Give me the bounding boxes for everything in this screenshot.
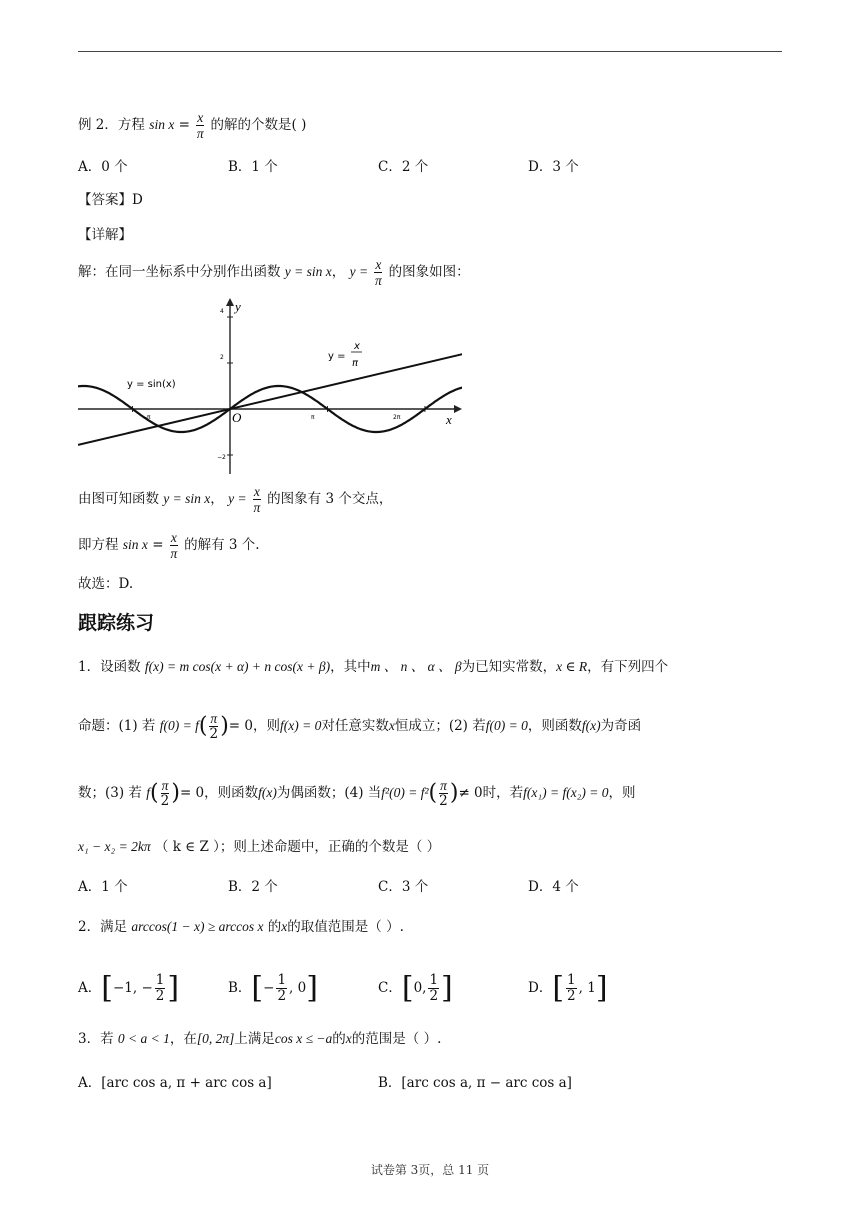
section-title: 跟踪练习	[78, 612, 155, 634]
y-tick-label: 4	[220, 308, 224, 315]
q1-option-d: D．4 个	[528, 879, 579, 895]
q1-line-3: 数；(3) 若 f( $\frac{\pi}{2}$ )= 0，则函数f(x)为偶函数；(4) 当f²(0) = f²( $\frac{\pi}{2}$ )≠ 0时，若f(x₁) = f(x₂) = 0，则	[78, 778, 636, 809]
q2-option-c: C．[0, $\frac{1}{2}$ ]	[378, 970, 453, 1006]
conclusion-line-2: 即方程 sin x = $\frac{x}{\pi}$ 的解有 3 个.	[78, 530, 260, 561]
answer-line: 【答案】D	[78, 192, 143, 208]
example-question-sin: sin x	[149, 117, 175, 132]
q2-option-d: D．[ $\frac{1}{2}$ , 1]	[528, 970, 608, 1006]
line-label-lhs: y =	[328, 351, 346, 362]
q2-option-b: B．[− $\frac{1}{2}$ , 0]	[228, 970, 318, 1006]
y-tick-label: 2	[220, 354, 224, 361]
example-question	[78, 110, 306, 141]
q1-option-a: A．1 个	[78, 879, 128, 895]
x-axis-arrow	[454, 405, 462, 413]
y-axis-arrow	[226, 298, 234, 306]
solution-func-sin: y = sin x	[284, 264, 332, 279]
conclusion-line-1: 由图可知函数 y = sin x， y = $\frac{x}{\pi}$ 的图象有 3 个交点，	[78, 484, 393, 515]
sine-curve-label: y = sin(x)	[127, 379, 176, 390]
line-label-num: x	[354, 341, 360, 352]
example-option-a: A．0 个	[78, 159, 128, 175]
q3-stem: 3．若 0 < a < 1，在[0, 2π]上满足cos x ≤ −a的x的范围是（ ）.	[78, 1031, 442, 1047]
q2-option-a: A．[−1, − $\frac{1}{2}$ ]	[78, 970, 180, 1006]
page-footer: 试卷第 3页，总 11 页	[370, 1163, 490, 1177]
example-option-d: D．3 个	[528, 159, 579, 175]
q2-stem: 2．满足 arccos(1 − x) ≥ arccos x 的x的取值范围是（ ）.	[78, 919, 404, 935]
x-tick-label: −π	[142, 414, 151, 421]
q1-line-1: 1．设函数 f(x) = m cos(x + α) + n cos(x + β)，其中m 、 n 、 α 、 β为已知实常数，x ∈ R，有下列四个	[78, 659, 669, 675]
detail-heading: 【详解】	[78, 227, 132, 243]
y-axis-label: y	[235, 299, 241, 314]
y-tick-label: −2	[217, 454, 226, 461]
q1-line-2: 命题：(1) 若 f(0) = f( $\frac{\pi}{2}$ )= 0，则f(x) = 0对任意实数x恒成立；(2) 若f(0) = 0，则函数f(x)为奇函	[78, 711, 642, 742]
q3-option-a: A．[arc cos a, π + arc cos a]	[78, 1075, 272, 1091]
fraction-x-over-pi: $\frac{x}{\pi}$	[253, 484, 261, 515]
x-axis-label: x	[446, 412, 452, 427]
header-rule	[78, 51, 782, 52]
q1-line-4: x₁ − x₂ = 2kπ （ k ∈ Z ）；则上述命题中，正确的个数是（ ）	[78, 839, 441, 855]
line-label-den: π	[352, 358, 359, 369]
q1-option-b: B．2 个	[228, 879, 278, 895]
fraction-x-over-pi: $\frac{x}{\pi}$	[170, 530, 178, 561]
q1-option-c: C．3 个	[378, 879, 429, 895]
example-question-suffix: 的解的个数是( )	[210, 117, 307, 133]
example-option-b: B．1 个	[228, 159, 278, 175]
final-choice: 故选：D.	[78, 576, 134, 592]
example-question-eq: =	[178, 117, 190, 133]
fraction-x-over-pi: $\frac{x}{\pi}$	[196, 110, 204, 141]
example-option-c: C．2 个	[378, 159, 429, 175]
q3-option-b: B．[arc cos a, π − arc cos a]	[378, 1075, 572, 1091]
line-x-over-pi	[78, 354, 462, 445]
function-graph	[78, 296, 462, 476]
origin-label: O	[232, 410, 242, 425]
example-question-prefix: 例 2．方程	[78, 117, 145, 133]
x-tick-label: 2π	[393, 414, 401, 421]
x-tick-label: π	[311, 414, 315, 421]
fraction-x-over-pi: $\frac{x}{\pi}$	[374, 257, 382, 288]
solution-line: 解：在同一坐标系中分别作出函数 y = sin x， y = $\frac{x}{\pi}$ 的图象如图：	[78, 257, 470, 288]
